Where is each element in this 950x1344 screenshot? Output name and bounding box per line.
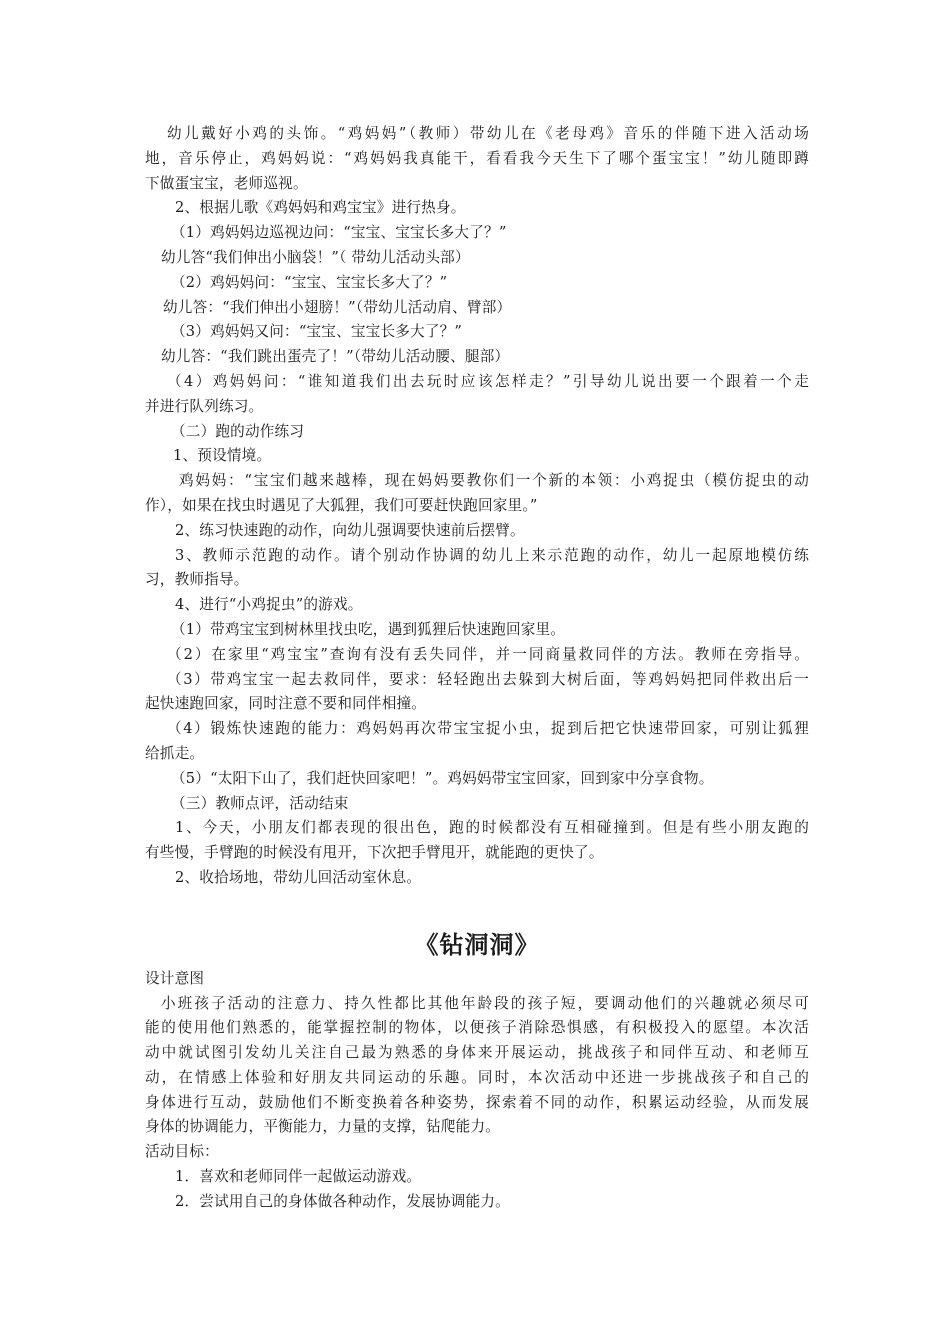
paragraph-line: 能的使用他们熟悉的，能掌握控制的物体，以便孩子消除恐惧感，有积极投入的愿望。本次活 xyxy=(145,1019,809,1037)
subheading-line: 活动目标： xyxy=(145,1143,219,1161)
list-item: 1．喜欢和老师同伴一起做运动游戏。 xyxy=(175,1168,422,1186)
subheading-line: （二）跑的动作练习 xyxy=(171,422,305,440)
paragraph-line: （3）鸡妈妈又问：“宝宝、宝宝长多大了？” xyxy=(171,323,463,341)
paragraph-line: 4、进行“小鸡捉虫”的游戏。 xyxy=(175,596,363,614)
paragraph-line: （4）鸡妈妈问：“谁知道我们出去玩时应该怎样走？”引导幼儿说出要一个跟着一个走 xyxy=(167,372,809,390)
paragraph-line: （2）在家里“鸡宝宝”查询有没有丢失同伴，并一同商量救同伴的方法。教师在旁指导。 xyxy=(167,645,809,663)
subheading-line: 设计意图 xyxy=(145,969,205,987)
section-zuan-dong-dong xyxy=(145,967,809,1215)
paragraph-line: 幼儿答“我们伸出小脑袋！”（ 带幼儿活动头部） xyxy=(161,248,470,266)
paragraph-line: 给抓走。 xyxy=(145,744,205,762)
paragraph-line: 作），如果在找虫时遇见了大狐狸，我们可要赶快跑回家里。” xyxy=(145,496,538,514)
document-page xyxy=(145,122,809,1215)
paragraph-line: 幼儿答：“我们跳出蛋壳了！”（带幼儿活动腰、腿部） xyxy=(161,348,510,366)
paragraph-line: 动，在情感上体验和好朋友共同运动的乐趣。同时，本次活动中还进一步挑战孩子和自己的 xyxy=(145,1068,809,1086)
paragraph-line: 身体的协调能力，平衡能力，力量的支撑，钻爬能力。 xyxy=(145,1118,501,1136)
paragraph-line: 2、根据儿歌《鸡妈妈和鸡宝宝》进行热身。 xyxy=(175,199,466,217)
paragraph-line: （5）“太阳下山了，我们赶快回家吧！”。鸡妈妈带宝宝回家，回到家中分享食物。 xyxy=(171,769,714,787)
paragraph-line: 鸡妈妈：“宝宝们越来越棒，现在妈妈要教你们一个新的本领：小鸡捉虫（模仿捉虫的动 xyxy=(179,472,809,490)
paragraph-line: 1、今天，小朋友们都表现的很出色，跑的时候都没有互相碰撞到。但是有些小朋友跑的 xyxy=(175,819,809,837)
paragraph-line: （2）鸡妈妈问：“宝宝、宝宝长多大了？” xyxy=(171,273,448,291)
paragraph-line: （1）鸡妈妈边巡视边问：“宝宝、宝宝长多大了？” xyxy=(171,224,507,242)
paragraph-line: 身体进行互动，鼓励他们不断变换着各种姿势，探索着不同的动作，积累运动经验，从而发展 xyxy=(145,1093,809,1111)
paragraph-line: 幼儿答：“我们伸出小翅膀！”（带幼儿活动肩、臂部） xyxy=(163,298,512,316)
paragraph-line: 动中就试图引发幼儿关注自己最为熟悉的身体来开展运动，挑战孩子和同伴互动、和老师互 xyxy=(145,1044,809,1062)
paragraph-line: 幼儿戴好小鸡的头饰。“鸡妈妈”（教师）带幼儿在《老母鸡》音乐的伴随下进入活动场 xyxy=(167,125,809,142)
paragraph-line: 2、收拾场地，带幼儿回活动室休息。 xyxy=(175,868,422,886)
paragraph-line: （3）带鸡宝宝一起去救同伴，要求：轻轻跑出去躲到大树后面，等鸡妈妈把同伴救出后一 xyxy=(167,670,809,688)
paragraph-line: 1、预设情境。 xyxy=(173,447,272,465)
paragraph-line: 3、教师示范跑的动作。请个别动作协调的幼儿上来示范跑的动作，幼儿一起原地模仿练 xyxy=(175,546,809,564)
paragraph-line: 有些慢，手臂跑的时候没有甩开，下次把手臂甩开，就能跑的更快了。 xyxy=(145,844,604,862)
paragraph-line: 地，音乐停止，鸡妈妈说：“鸡妈妈我真能干，看看我今天生下了哪个蛋宝宝！”幼儿随即蹲 xyxy=(145,149,809,167)
paragraph-line: （1）带鸡宝宝到树林里找虫吃，遇到狐狸后快速跑回家里。 xyxy=(171,620,566,638)
paragraph-line: 2、练习快速跑的动作，向幼儿强调要快速前后摆臂。 xyxy=(175,521,525,539)
paragraph-line: 并进行队列练习。 xyxy=(145,397,264,415)
list-item: 2．尝试用自己的身体做各种动作，发展协调能力。 xyxy=(175,1192,510,1210)
section-activity-process xyxy=(145,122,809,891)
section-title: 《钻洞洞》 xyxy=(414,930,540,959)
paragraph-line: 小班孩子活动的注意力、持久性都比其他年龄段的孩子短，要调动他们的兴趣就必须尽可 xyxy=(161,994,809,1012)
paragraph-line: 习，教师指导。 xyxy=(145,571,249,589)
paragraph-line: （4）锻炼快速跑的能力：鸡妈妈再次带宝宝捉小虫，捉到后把它快速带回家，可别让狐狸 xyxy=(167,720,809,738)
subheading-line: （三）教师点评，活动结束 xyxy=(171,794,349,812)
paragraph-line: 起快速跑回家，同时注意不要和同伴相撞。 xyxy=(145,695,427,713)
section-title-wrap xyxy=(145,925,809,965)
paragraph-line: 下做蛋宝宝，老师巡视。 xyxy=(145,174,308,192)
